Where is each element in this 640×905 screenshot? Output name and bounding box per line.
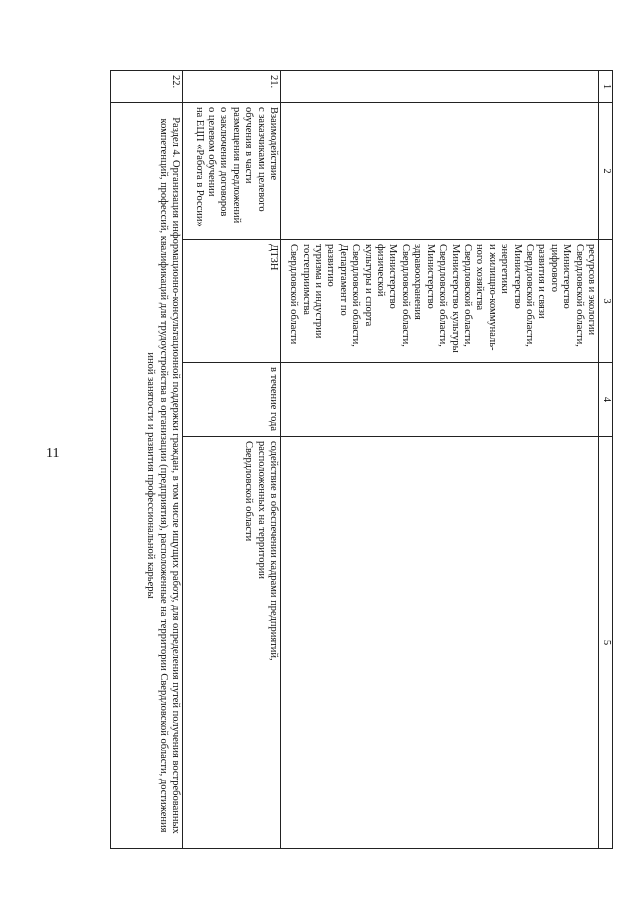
header-cell: 4 <box>599 363 613 437</box>
cell-result: содействие в обеспечении кадрами предприятий, расположенных на территории Свердловской области <box>183 437 281 849</box>
cell-term: в течение года <box>183 363 281 437</box>
header-cell: 5 <box>599 437 613 849</box>
table-row <box>281 71 599 849</box>
rotated-table-wrapper <box>72 70 613 848</box>
cell-num: 21. <box>183 71 281 103</box>
cell-executor: ДТЗН <box>183 240 281 363</box>
cell-executor: ресурсов и экологии Свердловской области, Министерство цифрового развития и связи Свердловской области, Министерство энергетики и жилищно-коммуналь- ного хозяйства Свердловской области, Министерство культуры Свердловской области, Министерство здравоохранения Свердловской области, Министерство физической культуры и спорта Свердловской области, Департамент по развитию туризма и индустрии гостеприимства Свердловской области <box>281 240 599 363</box>
header-cell: 1 <box>599 71 613 103</box>
header-cell: 2 <box>599 103 613 240</box>
header-cell: 3 <box>599 240 613 363</box>
cell-num: 22. <box>111 71 183 103</box>
cell-action: Взаимодействие с заказчиками целевого обучения в части размещения предложений о заключении договоров о целевом обучении на ЕЦП «Работа в России» <box>183 103 281 240</box>
section-row <box>111 71 183 849</box>
cell-result <box>281 437 599 849</box>
cell-action <box>281 103 599 240</box>
table-row <box>183 71 281 849</box>
table-header-row <box>599 71 613 849</box>
plan-table <box>110 70 613 849</box>
section-heading: Раздел 4. Организация информационно-консультационной поддержки граждан, в том числе ищущих работу, для определения путей получения востребованных компетенций, профессий, квалификаций для трудоустройства в организации (предприятия), расположенные на территории Свердловской области, достижения иной занятости и развития профессиональной карьеры <box>111 103 183 849</box>
cell-term <box>281 363 599 437</box>
cell-num <box>281 71 599 103</box>
page-number: 11 <box>46 446 60 461</box>
